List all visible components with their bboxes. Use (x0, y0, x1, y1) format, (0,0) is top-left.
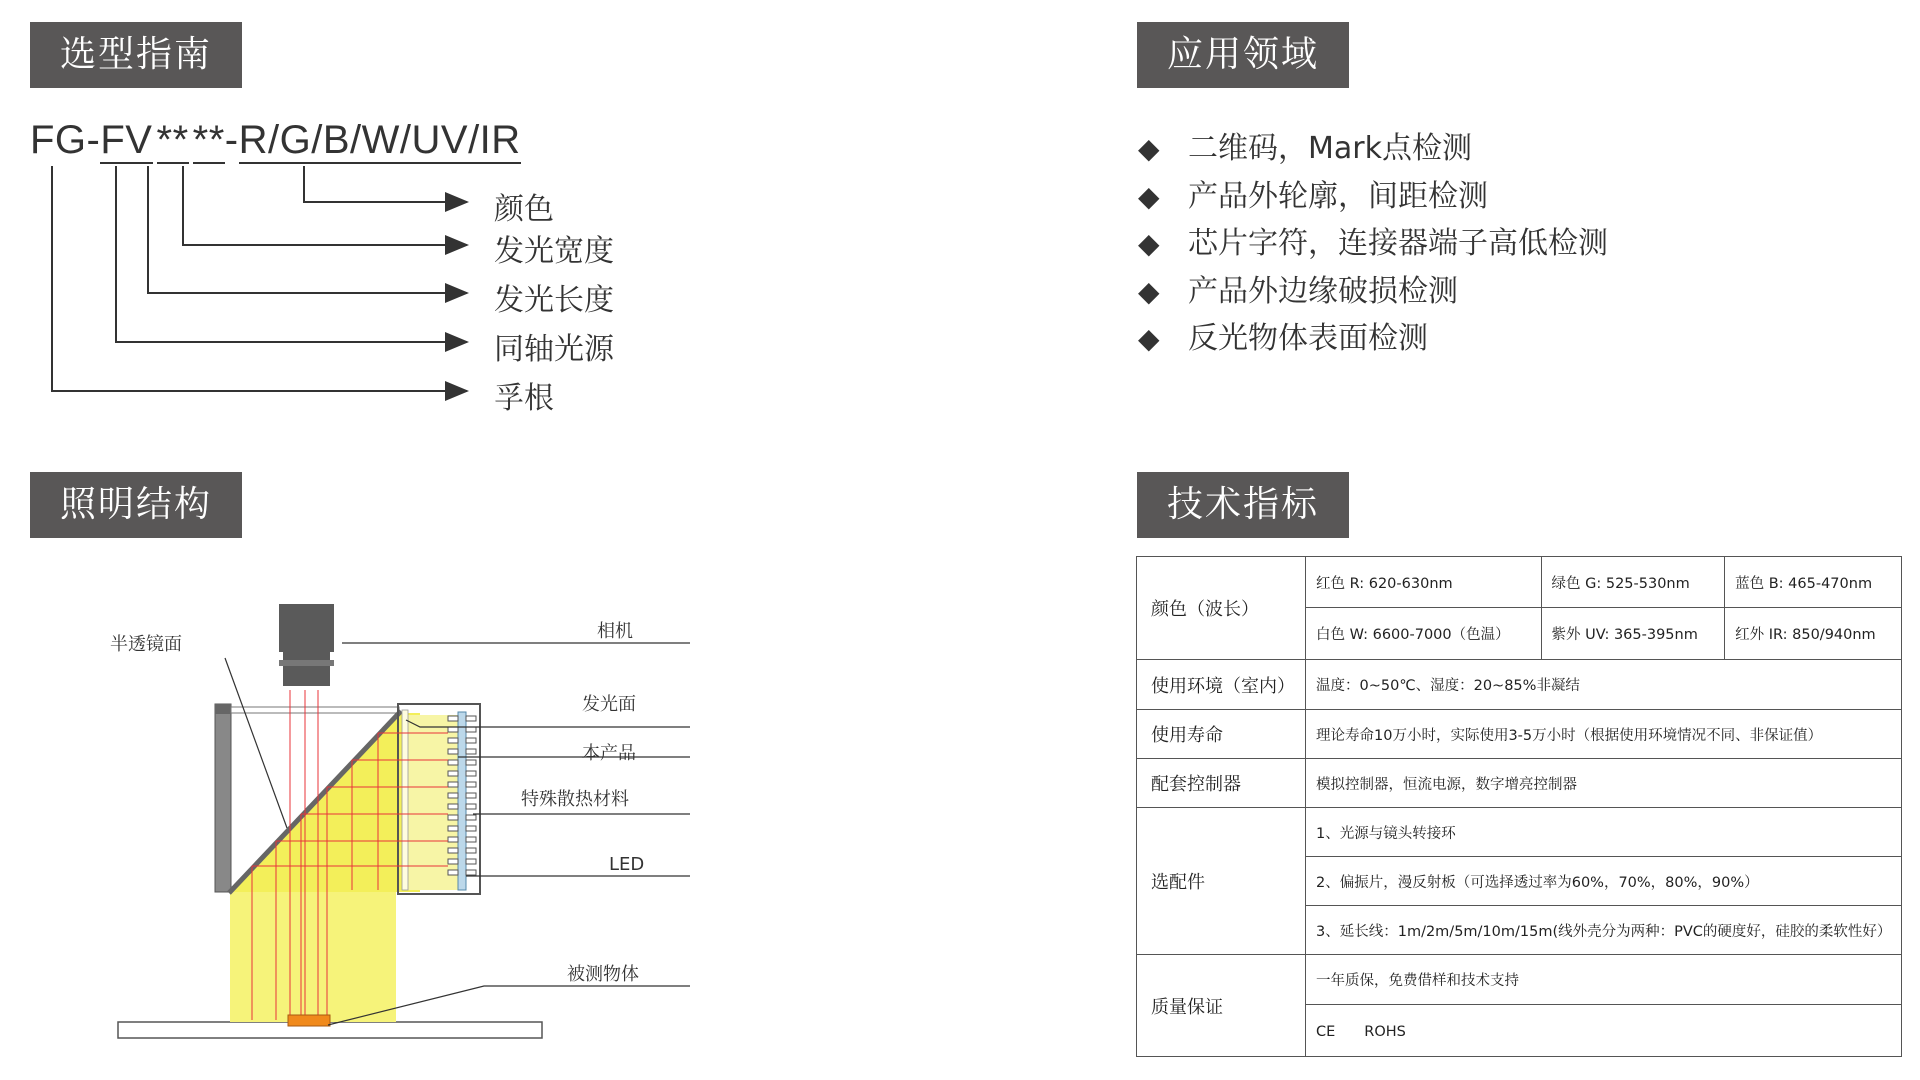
camera-icon (279, 604, 334, 686)
list-item: ◆ 产品外轮廓，间距检测 (1138, 173, 1608, 221)
spec-label-color: 颜色（波长） (1137, 557, 1306, 660)
applications-header: 应用领域 (1137, 22, 1349, 88)
table-row (1137, 955, 1902, 1005)
label-object: 被测物体 (567, 964, 639, 985)
applications-list (1138, 125, 1608, 363)
spec-label-qa: 质量保证 (1137, 955, 1306, 1057)
table-row (1137, 808, 1902, 857)
legend-coaxial: 同轴光源 (494, 332, 614, 367)
legend-brand: 孚根 (494, 381, 554, 416)
spec-label-ctrl: 配套控制器 (1137, 759, 1306, 808)
spec-acc-3: 3、延长线：1m/2m/5m/10m/15m(线外壳分为两种：PVC的硬度好，硅胶的柔软性好） (1306, 906, 1902, 955)
selection-guide-header: 选型指南 (30, 22, 242, 88)
label-half-mirror: 半透镜面 (110, 634, 182, 655)
code-series: FV (100, 118, 153, 162)
tech-specs-header: 技术指标 (1137, 472, 1349, 538)
spec-red: 红色 R: 620-630nm (1306, 557, 1542, 608)
code-colors: R/G/B/W/UV/IR (238, 118, 521, 162)
spec-label-life: 使用寿命 (1137, 710, 1306, 759)
housing-left-wall (215, 704, 231, 892)
label-product: 本产品 (582, 743, 636, 764)
diamond-bullet-icon: ◆ (1138, 132, 1160, 165)
spec-acc-1: 1、光源与镜头转接环 (1306, 808, 1902, 857)
connector-brand (52, 166, 467, 391)
label-camera: 相机 (597, 621, 633, 642)
connector-emit-length (148, 166, 467, 293)
label-led: LED (609, 854, 645, 875)
spec-life: 理论寿命10万小时，实际使用3-5万小时（根据使用环境情况不同、非保证值） (1306, 710, 1902, 759)
connector-emit-width (183, 166, 467, 245)
spec-env: 温度：0~50℃、湿度：20~85%非凝结 (1306, 660, 1902, 710)
spec-qa-1: 一年质保，免费借样和技术支持 (1306, 955, 1902, 1005)
table-row (1137, 710, 1902, 759)
spec-green: 绿色 G: 525-530nm (1541, 557, 1725, 608)
spec-label-accessories: 选配件 (1137, 808, 1306, 955)
tech-specs-table (1136, 556, 1902, 1057)
diamond-bullet-icon: ◆ (1138, 274, 1160, 308)
table-row (1137, 557, 1902, 608)
diamond-bullet-icon: ◆ (1138, 227, 1160, 260)
lighting-structure-header: 照明结构 (30, 472, 242, 538)
spec-uv: 紫外 UV: 365-395nm (1541, 608, 1725, 660)
internal-light (231, 713, 420, 892)
spec-blue: 蓝色 B: 465-470nm (1725, 557, 1902, 608)
code-dash: - (224, 118, 239, 162)
diamond-bullet-icon: ◆ (1138, 322, 1160, 355)
legend-emit-length: 发光长度 (494, 283, 614, 318)
list-item: ◆ 二维码，Mark点检测 (1138, 125, 1608, 173)
label-emitting-surface: 发光面 (582, 694, 636, 715)
label-heat-material: 特殊散热材料 (521, 789, 629, 810)
list-item: ◆ 产品外边缘破损检测 (1138, 268, 1608, 316)
spec-label-env: 使用环境（室内） (1137, 660, 1306, 710)
connector-coaxial (116, 166, 467, 342)
legend-color: 颜色 (494, 192, 554, 227)
list-item: ◆ 芯片字符，连接器端子高低检测 (1138, 220, 1608, 268)
code-legend-connectors (52, 166, 467, 391)
code-width: ** (192, 118, 225, 162)
spec-qa-2: CE ROHS (1306, 1005, 1902, 1057)
code-length: ** (156, 118, 189, 162)
spec-ir: 红外 IR: 850/940nm (1725, 608, 1902, 660)
spec-acc-2: 2、偏振片，漫反射板（可选择透过率为60%，70%，80%，90%） (1306, 857, 1902, 906)
test-object (288, 1015, 330, 1026)
output-light-column (230, 888, 396, 1022)
led-board (458, 712, 466, 890)
connector-color (304, 166, 467, 202)
table-row (1137, 759, 1902, 808)
table-row (1137, 660, 1902, 710)
housing-top-window (231, 707, 399, 713)
list-item: ◆ 反光物体表面检测 (1138, 315, 1608, 363)
diamond-bullet-icon: ◆ (1138, 179, 1160, 213)
spec-white: 白色 W: 6600-7000（色温） (1306, 608, 1542, 660)
spec-ctrl: 模拟控制器，恒流电源，数字增亮控制器 (1306, 759, 1902, 808)
code-prefix: FG- (30, 118, 101, 162)
legend-emit-width: 发光宽度 (494, 234, 614, 269)
